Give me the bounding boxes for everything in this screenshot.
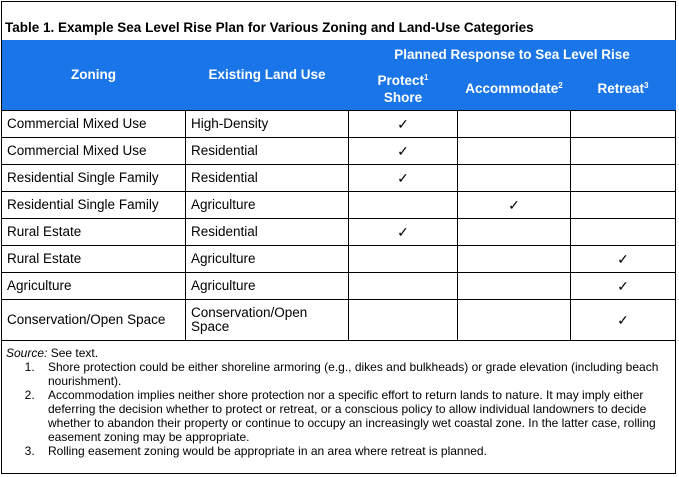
sea-level-table bbox=[1, 40, 676, 341]
protect-check-cell: ✓ bbox=[349, 164, 458, 191]
accommodate-check-cell bbox=[458, 299, 571, 340]
table-row bbox=[2, 218, 676, 245]
header-zoning: Zoning bbox=[2, 40, 186, 110]
header-shore-label: Shore bbox=[383, 89, 423, 105]
header-retreat-label: Retreat bbox=[597, 81, 645, 97]
retreat-check-cell bbox=[571, 110, 676, 137]
protect-check-cell: ✓ bbox=[349, 110, 458, 137]
footnote-item: 3. Rolling easement zoning would be appropriate in an area where retreat is planned. bbox=[38, 444, 671, 458]
footnote-item: 1. Shore protection could be either shoreline armoring (e.g., dikes and bulkheads) or grade elevation (including beach nourishment). bbox=[38, 360, 671, 388]
land-use-cell: Agriculture bbox=[186, 191, 349, 218]
retreat-check-cell bbox=[571, 218, 676, 245]
footnote-list bbox=[6, 360, 671, 458]
source-text: See text. bbox=[47, 346, 99, 360]
retreat-check-cell bbox=[571, 137, 676, 164]
header-existing-land-use: Existing Land Use bbox=[186, 40, 349, 110]
land-use-cell: Agriculture bbox=[186, 272, 349, 299]
accommodate-check-cell: ✓ bbox=[458, 191, 571, 218]
header-planned-response: Planned Response to Sea Level Rise bbox=[349, 40, 676, 68]
zoning-cell: Residential Single Family bbox=[2, 164, 186, 191]
table-notes bbox=[6, 346, 671, 458]
zoning-cell: Conservation/Open Space bbox=[2, 299, 186, 340]
header-accommodate bbox=[458, 68, 571, 110]
zoning-cell: Rural Estate bbox=[2, 245, 186, 272]
zoning-cell: Commercial Mixed Use bbox=[2, 137, 186, 164]
table-row bbox=[2, 299, 676, 340]
table-row bbox=[2, 110, 676, 137]
header-protect-label: Protect bbox=[377, 72, 425, 88]
retreat-check-cell: ✓ bbox=[571, 245, 676, 272]
table-row bbox=[2, 164, 676, 191]
table-title: Table 1. Example Sea Level Rise Plan for Various Zoning and Land-Use Categories bbox=[5, 20, 534, 35]
land-use-cell: Conservation/Open Space bbox=[186, 299, 349, 340]
protect-check-cell: ✓ bbox=[349, 218, 458, 245]
header-accommodate-label: Accommodate bbox=[465, 81, 559, 97]
table-row bbox=[2, 137, 676, 164]
footnote-ref-1: 1 bbox=[424, 72, 429, 82]
zoning-cell: Commercial Mixed Use bbox=[2, 110, 186, 137]
header-protect-shore bbox=[349, 68, 458, 110]
land-use-cell: Residential bbox=[186, 164, 349, 191]
protect-check-cell bbox=[349, 272, 458, 299]
protect-check-cell bbox=[349, 191, 458, 218]
zoning-cell: Residential Single Family bbox=[2, 191, 186, 218]
table-row bbox=[2, 245, 676, 272]
accommodate-check-cell bbox=[458, 272, 571, 299]
table-row bbox=[2, 272, 676, 299]
source-line bbox=[6, 346, 671, 360]
header-retreat bbox=[571, 68, 676, 110]
retreat-check-cell: ✓ bbox=[571, 299, 676, 340]
accommodate-check-cell bbox=[458, 110, 571, 137]
table-row bbox=[2, 191, 676, 218]
retreat-check-cell: ✓ bbox=[571, 272, 676, 299]
retreat-check-cell bbox=[571, 164, 676, 191]
footnote-item: 2. Accommodation implies neither shore protection nor a specific effort to return lands to nature. It may imply either deferring the decision whether to protect or retreat, or a conscious policy to allow individual landowners to decide whether to abandon their property or continue to occupy an increasingly wet coastal zone. In the latter case, rolling easement zoning may be appropriate. bbox=[38, 388, 671, 444]
accommodate-check-cell bbox=[458, 218, 571, 245]
retreat-check-cell bbox=[571, 191, 676, 218]
footnote-ref-3: 3 bbox=[644, 81, 649, 91]
land-use-cell: Residential bbox=[186, 218, 349, 245]
protect-check-cell: ✓ bbox=[349, 137, 458, 164]
protect-check-cell bbox=[349, 299, 458, 340]
zoning-cell: Agriculture bbox=[2, 272, 186, 299]
source-label: Source: bbox=[6, 346, 48, 360]
footnote-ref-2: 2 bbox=[558, 81, 563, 91]
land-use-cell: Agriculture bbox=[186, 245, 349, 272]
accommodate-check-cell bbox=[458, 164, 571, 191]
protect-check-cell bbox=[349, 245, 458, 272]
accommodate-check-cell bbox=[458, 245, 571, 272]
land-use-cell: Residential bbox=[186, 137, 349, 164]
accommodate-check-cell bbox=[458, 137, 571, 164]
zoning-cell: Rural Estate bbox=[2, 218, 186, 245]
land-use-cell: High-Density bbox=[186, 110, 349, 137]
